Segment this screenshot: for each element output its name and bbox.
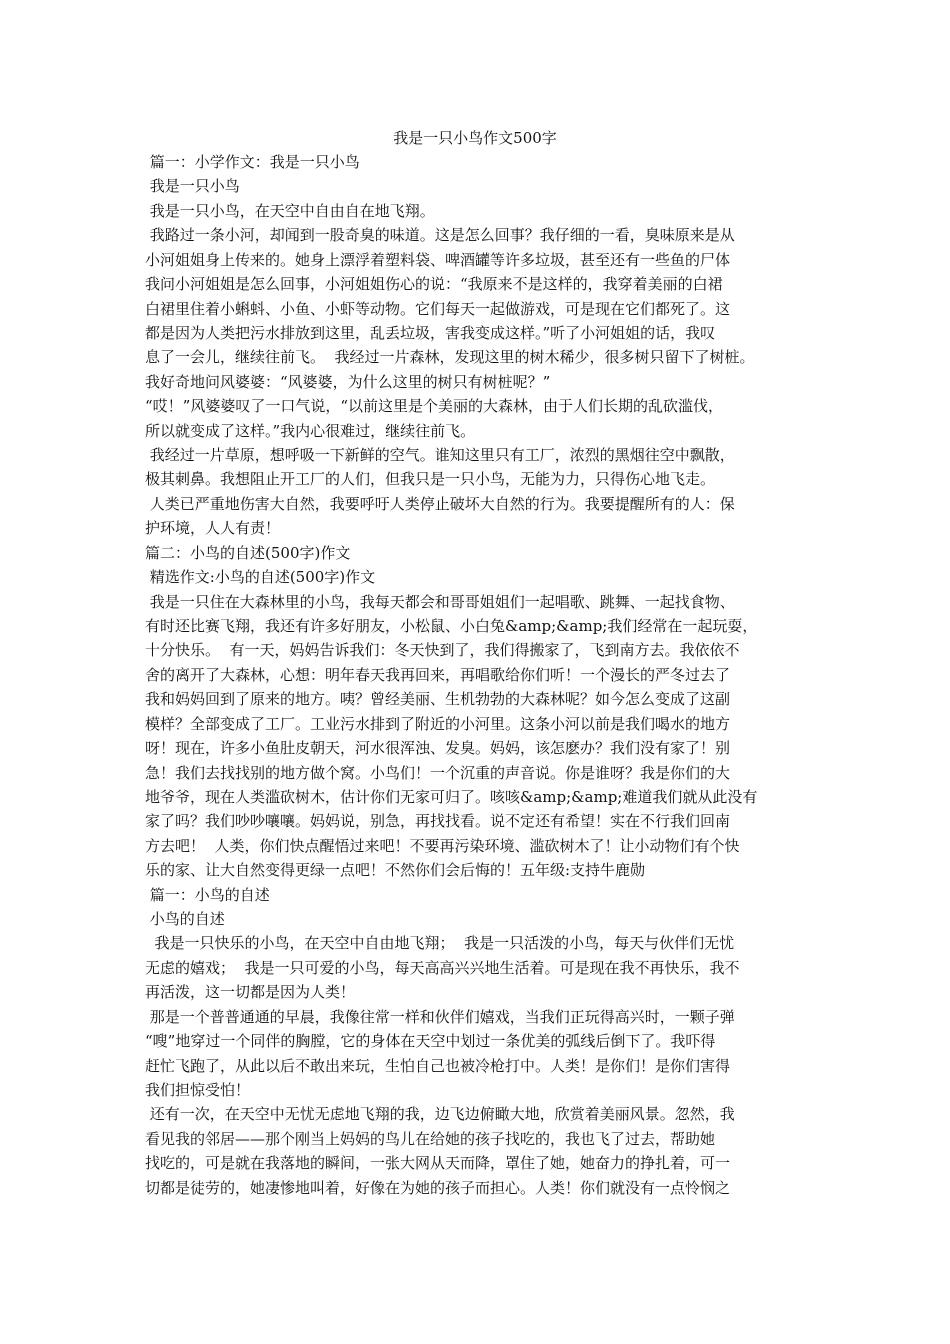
text-line: 我和妈妈回到了原来的地方。咦？曾经美丽、生机勃勃的大森林呢？如今怎么变成了这副 <box>145 690 731 709</box>
document-title: 我是一只小鸟作文500字 <box>393 129 557 147</box>
text-line: 人类已严重地伤害大自然，我要呼吁人类停止破坏大自然的行为。我要提醒所有的人：保 <box>145 494 735 513</box>
text-line: 都是因为人类把污水排放到这里，乱丢垃圾，害我变成这样。”听了小河姐姐的话，我叹 <box>145 323 716 342</box>
text-line: 我路过一条小河，却闻到一股奇臭的味道。这是怎么回事？我仔细的一看，臭味原来是从 <box>145 226 735 245</box>
text-line: 篇一：小鸟的自述 <box>145 885 270 904</box>
text-line: 还有一次，在天空中无忧无虑地飞翔的我，边飞边俯瞰大地，欣赏着美丽风景。忽然，我 <box>145 1105 735 1124</box>
text-line: 看见我的邻居——那个刚当上妈妈的鸟儿在给她的孩子找吃的，我也飞了过去，帮助她 <box>145 1129 716 1148</box>
text-line: 我经过一片草原，想呼吸一下新鲜的空气。谁知这里只有工厂，浓烈的黑烟往空中飘散， <box>145 446 735 465</box>
text-line: 我好奇地问风婆婆：“风婆婆，为什么这里的树只有树桩呢？” <box>145 372 551 391</box>
text-line: 篇二：小鸟的自述(500字)作文 <box>145 543 351 562</box>
text-line: 地爷爷，现在人类滥砍树木，估计你们无家可归了。咳咳&amp;&amp;难道我们就从此没有 <box>145 787 758 806</box>
text-line: 急！我们去找找别的地方做个窝。小鸟们！一个沉重的声音说。你是谁呀？我是你们的大 <box>145 763 731 782</box>
text-line: 有时还比赛飞翔，我还有许多好朋友，小松鼠、小白兔&amp;&amp;我们经常在一起玩耍， <box>145 616 758 635</box>
text-line: “嗖”地穿过一个同伴的胸膛，它的身体在天空中划过一条优美的弧线后倒下了。我吓得 <box>145 1032 716 1051</box>
text-line: 极其刺鼻。我想阻止开工厂的人们，但我只是一只小鸟，无能为力，只得伤心地飞走。 <box>145 470 716 489</box>
text-line: 那是一个普普通通的早晨，我像往常一样和伙伴们嬉戏，当我们正玩得高兴时，一颗子弹 <box>145 1007 735 1026</box>
text-line: 赶忙飞跑了，从此以后不敢出来玩，生怕自己也被冷枪打中。人类！是你们！是你们害得 <box>145 1056 731 1075</box>
text-line: 所以就变成了这样。”我内心很难过，继续往前飞。 <box>145 421 476 440</box>
text-line: 再活泼，这一切都是因为人类！ <box>145 983 356 1002</box>
text-line: 模样？全部变成了工厂。工业污水排到了附近的小河里。这条小河以前是我们喝水的地方 <box>145 714 731 733</box>
text-line: 十分快乐。 有一天，妈妈告诉我们：冬天快到了，我们得搬家了，飞到南方去。我依依不 <box>145 641 740 660</box>
text-line: 家了吗？我们吵吵嚷嚷。妈妈说，别急，再找找看。说不定还有希望！实在不行我们回南 <box>145 812 731 831</box>
text-line: 小河姐姐身上传来的。她身上漂浮着塑料袋、啤酒罐等许多垃圾，甚至还有一些鱼的尸体 <box>145 250 731 269</box>
text-line: 舍的离开了大森林，心想：明年春天我再回来，再唱歌给你们听！一个漫长的严冬过去了 <box>145 665 731 684</box>
text-line: 呀！现在，许多小鱼肚皮朝天，河水很浑浊、发臭。妈妈，该怎麽办？我们没有家了！别 <box>145 739 731 758</box>
text-line: 白裙里住着小蝌蚪、小鱼、小虾等动物。它们每天一起做游戏，可是现在它们都死了。这 <box>145 299 731 318</box>
text-line: 小鸟的自述 <box>145 910 225 929</box>
text-line: 方去吧！ 人类，你们快点醒悟过来吧！不要再污染环境、滥砍树木了！让小动物们有个快 <box>145 836 740 855</box>
text-line: 我是一只快乐的小鸟，在天空中自由地飞翔； 我是一只活泼的小鸟，每天与伙伴们无忧 <box>145 934 735 953</box>
text-line: 切都是徒劳的，她凄惨地叫着，好像在为她的孩子而担心。人类！你们就没有一点怜悯之 <box>145 1178 731 1197</box>
text-line: 我问小河姐姐是怎么回事，小河姐姐伤心的说：“我原来不是这样的，我穿着美丽的白裙 <box>145 275 723 294</box>
text-line: 篇一：小学作文：我是一只小鸟 <box>145 153 360 171</box>
text-line: 我是一只小鸟 <box>145 177 240 196</box>
text-line: 我们担惊受怕！ <box>145 1080 251 1099</box>
text-line: 精选作文:小鸟的自述(500字)作文 <box>145 568 376 587</box>
text-line: “哎！”风婆婆叹了一口气说，“以前这里是个美丽的大森林，由于人们长期的乱砍滥伐， <box>145 397 724 416</box>
text-line: 息了一会儿，继续往前飞。 我经过一片森林，发现这里的树木稀少，很多树只留下了树桩。 <box>145 348 755 367</box>
text-line: 找吃的，可是就在我落地的瞬间，一张大网从天而降，罩住了她，她奋力的挣扎着，可一 <box>145 1154 731 1173</box>
text-line: 乐的家、让大自然变得更绿一点吧！不然你们会后悔的！五年级:支持牛鹿勋 <box>145 861 646 880</box>
text-line: 我是一只住在大森林里的小鸟，我每天都会和哥哥姐姐们一起唱歌、跳舞、一起找食物、 <box>145 592 735 611</box>
text-line: 无虑的嬉戏； 我是一只可爱的小鸟，每天高高兴兴地生活着。可是现在我不再快乐，我不 <box>145 958 740 977</box>
text-line: 护环境，人人有责！ <box>145 519 281 538</box>
text-line: 我是一只小鸟，在天空中自由自在地飞翔。 <box>145 201 435 220</box>
